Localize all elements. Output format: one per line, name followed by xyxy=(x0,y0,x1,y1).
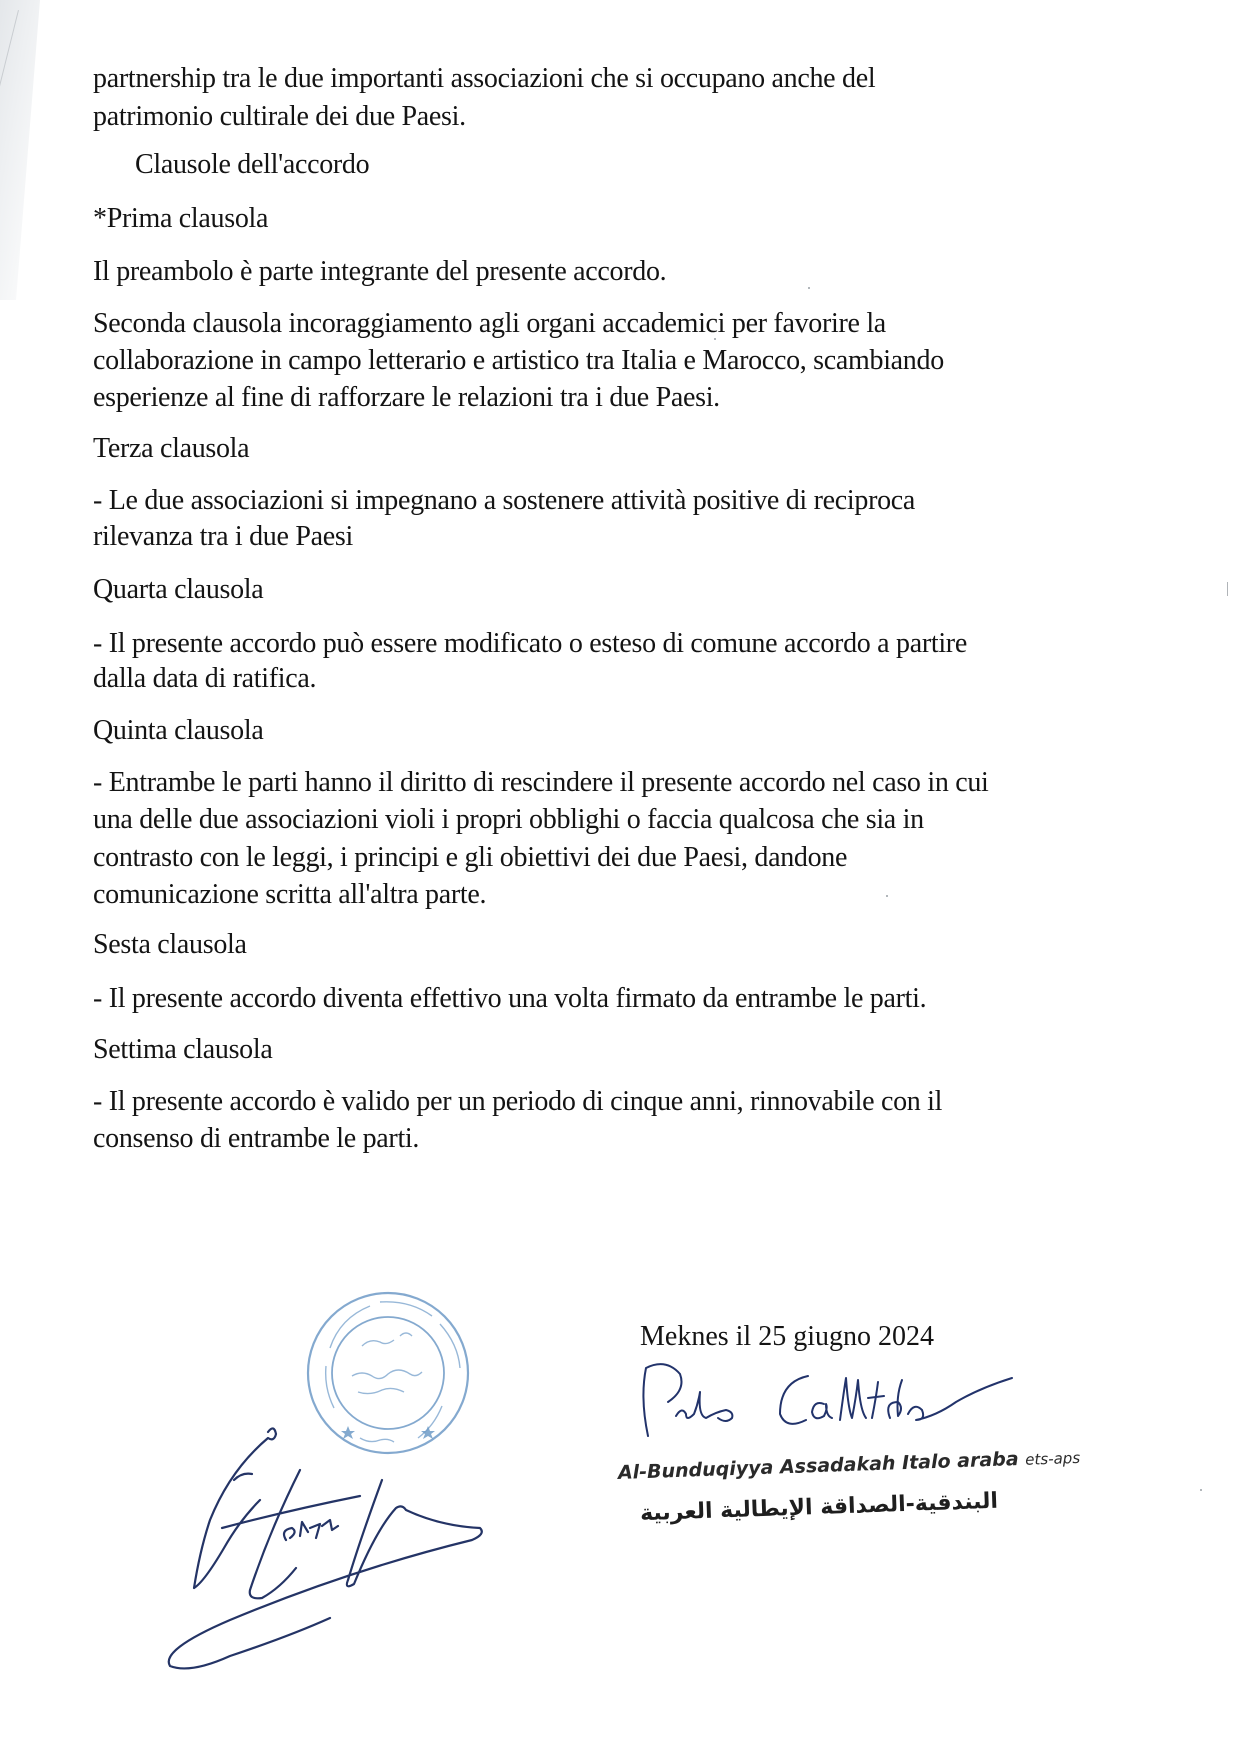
clause-1-body: Il preambolo è parte integrante del presente accordo. xyxy=(93,256,667,287)
clause-3-line-2: rilevanza tra i due Paesi xyxy=(93,521,353,552)
intro-line-1: partnership tra le due importanti associazioni che si occupano anche del xyxy=(93,63,876,94)
scan-mark xyxy=(1227,582,1228,596)
clause-4-line-2: dalla data di ratifica. xyxy=(93,663,317,694)
organization-suffix: ets-aps xyxy=(1024,1448,1081,1469)
clause-1-title: *Prima clausola xyxy=(93,203,269,234)
clause-4-line-1: - Il presente accordo può essere modificato o esteso di comune accordo a partire xyxy=(93,628,967,659)
clause-7-title: Settima clausola xyxy=(93,1034,273,1065)
organization-name-arabic: البندقية-الصداقة الإيطالية العربية xyxy=(639,1488,999,1527)
clause-5-line-2: una delle due associazioni violi i propri obblighi o faccia qualcosa che sia in xyxy=(93,804,924,835)
clause-7-line-1: - Il presente accordo è valido per un periodo di cinque anni, rinnovabile con il xyxy=(93,1086,943,1117)
clause-6-title: Sesta clausola xyxy=(93,929,247,960)
section-title: Clausole dell'accordo xyxy=(135,149,370,180)
left-signature-icon xyxy=(150,1410,490,1670)
clause-5-line-3: contrasto con le leggi, i principi e gli obiettivi dei due Paesi, dandone xyxy=(93,842,848,873)
clause-5-line-4: comunicazione scritta all'altra parte. xyxy=(93,879,487,910)
right-signature-icon xyxy=(640,1358,1040,1448)
scan-speck xyxy=(886,895,888,897)
clause-4-title: Quarta clausola xyxy=(93,574,264,605)
clause-3-line-1: - Le due associazioni si impegnano a sostenere attività positive di reciproca xyxy=(93,485,916,516)
clause-2-line-3: esperienze al fine di rafforzare le relazioni tra i due Paesi. xyxy=(93,382,720,413)
clause-7-line-2: consenso di entrambe le parti. xyxy=(93,1123,420,1154)
scan-speck xyxy=(808,287,810,289)
scan-edge-shadow xyxy=(0,0,40,300)
organization-name: Al-Bunduqiyya Assadakah Italo araba xyxy=(617,1448,1019,1484)
scan-speck xyxy=(1200,1489,1202,1491)
clause-5-title: Quinta clausola xyxy=(93,715,264,746)
clause-5-line-1: - Entrambe le parti hanno il diritto di rescindere il presente accordo nel caso in cui xyxy=(93,767,989,798)
clause-3-title: Terza clausola xyxy=(93,433,250,464)
organization-name-latin xyxy=(618,1446,1081,1484)
place-and-date: Meknes il 25 giugno 2024 xyxy=(640,1321,934,1352)
clause-2-line-1: Seconda clausola incoraggiamento agli organi accademici per favorire la xyxy=(93,308,886,339)
clause-6-line-1: - Il presente accordo diventa effettivo una volta firmato da entrambe le parti. xyxy=(93,983,927,1014)
clause-2-line-2: collaborazione in campo letterario e artistico tra Italia e Marocco, scambiando xyxy=(93,345,944,376)
intro-line-2: patrimonio cultirale dei due Paesi. xyxy=(93,101,466,132)
